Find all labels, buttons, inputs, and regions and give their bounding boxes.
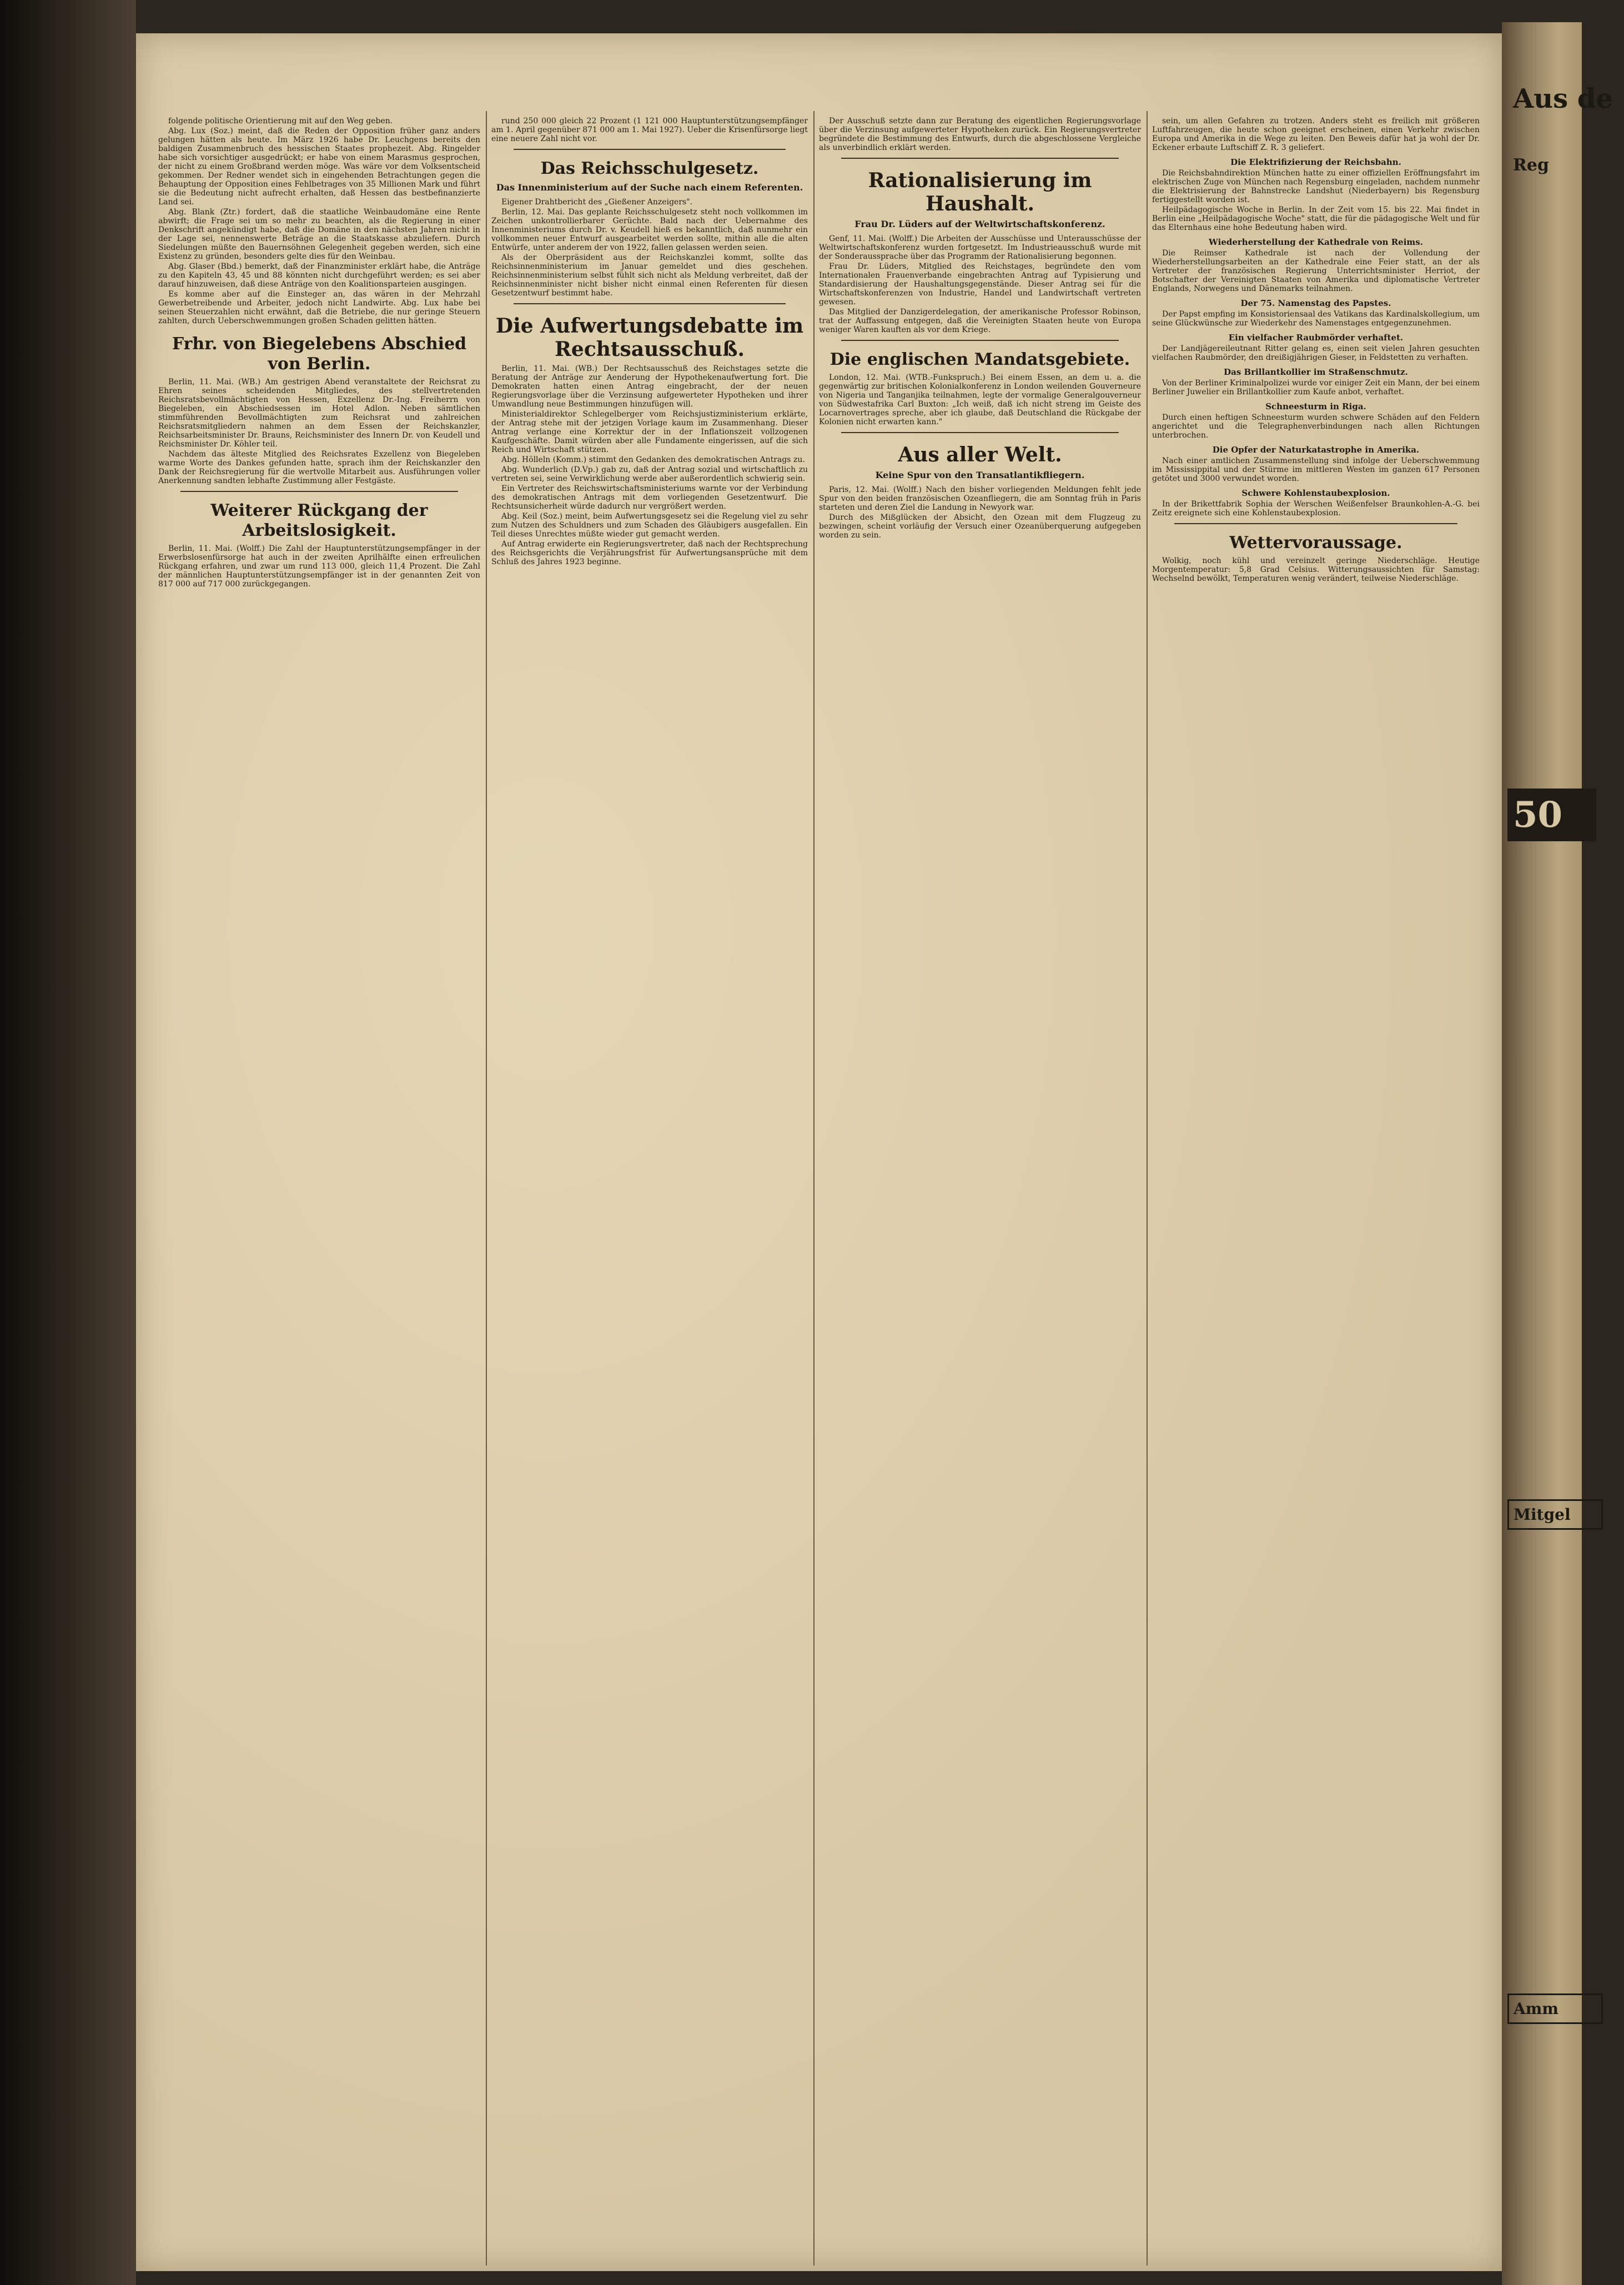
paragraph: Durch des Mißglücken der Absicht, den Ozean mit dem Flugzeug zu bezwingen, scheint vorläufig der Versuch einer Ozeanüberquerung aufgegeben worden zu sein.: [819, 513, 1141, 540]
paragraph: Genf, 11. Mai. (Wolff.) Die Arbeiten der Ausschüsse und Unterausschüsse der Weltwirtschaftskonferenz wurden fortgesetzt. Im Industrieausschuß wurde mit der Sonderaussprache über das Programm der Rationalisierung begonnen.: [819, 234, 1141, 261]
adjacent-box: [1507, 1499, 1603, 1530]
paragraph: folgende politische Orientierung mit auf den Weg geben.: [168, 117, 393, 125]
paragraph: London, 12. Mai. (WTB.-Funkspruch.) Bei einem Essen, an dem u. a. die gegenwärtig zur britischen Kolonialkonferenz in London weilenden Gouverneure von Nigeria und Tanganjika teilnahmen, legte der vormalige Generalgouverneur von Südwestafrika Carl Buxton: „Ich weiß, daß ich nicht streng im Geiste des Locarnovertrages spreche, aber ich glaube, daß Deutschland die Rückgabe der Kolonien nicht erwarten kann.": [819, 373, 1141, 426]
separator: [841, 340, 1119, 341]
paragraph: Nachdem das älteste Mitglied des Reichsrates Exzellenz von Biegeleben warme Worte des Dankes gefunden hatte, sprach ihm der Reichskanzler den Dank der Reichsregierung für die wertvolle Mitarbeit aus. Ausführungen voller Anerkennung sandten lebhafte Zustimmung aller Festgäste.: [158, 450, 480, 485]
separator: [841, 158, 1119, 159]
column-2: [491, 117, 808, 2260]
column-rule: [486, 111, 487, 2266]
headline-aufwertungsdebatte: Die Aufwertungsdebatte im Rechtsausschuß.: [495, 314, 804, 361]
separator: [1174, 523, 1457, 524]
headline-mandatsgebiete: Die englischen Mandatsgebiete.: [829, 350, 1130, 369]
headline-reichsschulgesetz: Das Reichsschulgesetz.: [540, 159, 759, 178]
paragraph: Die Reimser Kathedrale ist nach der Vollendung der Wiederherstellungsarbeiten an der Kathedrale eine Feier statt, an der als Vertreter der französischen Regierung Unterrichtsminister Herriot, der Botschafter der Vereinigten Staaten von Amerika und diplomatische Vertreter Englands, Norwegens und Dänemarks teilnahmen.: [1152, 249, 1480, 293]
separator: [841, 432, 1119, 433]
paragraph: Ministerialdirektor Schlegelberger vom Reichsjustizministerium erklärte, der Antrag stehe mit der jetzigen Vorlage kaum im Zusammenhang. Dieser Antrag verlange eine Korrektur der in der Inflationszeit vollzogenen Kaufgeschäfte. Damit würden aber alle Fundamente eingerissen, auf die sich Reich und Wirtschaft stützen.: [491, 410, 808, 454]
paragraph: Eigener Drahtbericht des „Gießener Anzeigers".: [501, 198, 693, 207]
paragraph: Abg. Blank (Ztr.) fordert, daß die staatliche Weinbaudomäne eine Rente abwirft; die Frage sei um so mehr zu beachten, als die Regierung in einer Denkschrift angekündigt habe, daß die Domäne in den nächsten Jahren nicht in der Lage sei, nennenswerte Beträge an die Staatskasse abzuliefern. Durch Siedelungen müßte den Bauernsöhnen Gelegenheit gegeben werden, sich eine Existenz zu gründen, besonders gelte dies für den Weinbau.: [158, 208, 480, 261]
column-4: [1152, 117, 1480, 2260]
section-heading: Die Opfer der Naturkatastrophe in Amerika.: [1212, 445, 1420, 455]
headline-wettervoraussage: Wettervoraussage.: [1229, 533, 1402, 553]
book-binding-left: [0, 0, 136, 2285]
paragraph: Berlin, 11. Mai. (WB.) Der Rechtsausschuß des Reichstages setzte die Beratung der Anträge zur Aenderung der Hypothekenaufwertung fort. Die Demokraten hatten einen Antrag eingebracht, der der neuen Regierungsvorlage über die Verzinsung aufgewerteter Hypotheken und ihrer Umwandlung neue Bestimmungen hinzufügen will.: [491, 364, 808, 409]
paragraph: Abg. Wunderlich (D.Vp.) gab zu, daß der Antrag sozial und wirtschaftlich zu vertreten sei, seine Verwirklichung werde aber außerordentlich schwierig sein.: [491, 465, 808, 483]
adjacent-box-text: Amm: [1514, 2000, 1558, 2018]
adjacent-page-subtitle: Reg: [1513, 155, 1549, 175]
adjacent-box: [1507, 1993, 1603, 2024]
paragraph: Ein Vertreter des Reichswirtschaftsministeriums warnte vor der Verbindung des demokratischen Antrags mit dem vorliegenden Gesetzentwurf. Die Rechtsunsicherheit würde dadurch nur vergrößert werden.: [491, 484, 808, 511]
paragraph: Der Landjägereileutnant Ritter gelang es, einen seit vielen Jahren gesuchten vielfachen Raubmörder, den dreißigjährigen Gieser, in Feldstetten zu verhaften.: [1152, 344, 1480, 362]
paragraph: Abg. Keil (Soz.) meint, beim Aufwertungsgesetz sei die Regelung viel zu sehr zum Nutzen des Schuldners und zum Schaden des Gläubigers ausgefallen. Ein Teil dieses Unrechtes müßte wieder gut gemacht werden.: [491, 512, 808, 539]
paragraph: Das Mitglied der Danzigerdelegation, der amerikanische Professor Robinson, trat der Auffassung entgegen, daß die Vereinigten Staaten heute von Europa weniger Waren kauften als vor dem Kriege.: [819, 308, 1141, 334]
column-rule: [813, 111, 814, 2266]
paragraph: Abg. Glaser (Bbd.) bemerkt, daß der Finanzminister erklärt habe, die Anträge zu den Kapiteln 43, 45 und 88 könnten nicht durchgeführt werden; es sei aber darauf hinzuweisen, daß diese Anträge von den Koalitionsparteien ausgingen.: [158, 262, 480, 289]
section-heading: Schneesturm in Riga.: [1265, 401, 1366, 411]
subheadline: Das Innenministerium auf der Suche nach einem Referenten.: [496, 182, 803, 193]
headline-biegeleben: Frhr. von Biegelebens Abschied von Berlin.: [172, 334, 467, 374]
paragraph: In der Brikettfabrik Sophia der Werschen Weißenfelser Braunkohlen-A.-G. bei Zeitz ereignete sich eine Kohlenstaubexplosion.: [1152, 500, 1480, 518]
paragraph: Berlin, 12. Mai. Das geplante Reichsschulgesetz steht noch vollkommen im Zeichen unkontrollierbarer Gerüchte. Bald nach der Uebernahme des Innenministeriums durch Dr. v. Keudell hieß es bekanntlich, daß nunmehr ein vollkommen neuer Entwurf ausgearbeitet werden sollte, mithin alle die alten Entwürfe, unter anderem der von 1922, fallen gelassen werden seien.: [491, 208, 808, 252]
headline-arbeitslosigkeit: Weiterer Rückgang der Arbeitslosigkeit.: [210, 501, 428, 540]
adjacent-page-edge: [1502, 22, 1613, 2285]
column-rule: [1147, 111, 1148, 2266]
separator: [180, 491, 458, 492]
paragraph: Berlin, 11. Mai. (WB.) Am gestrigen Abend veranstaltete der Reichsrat zu Ehren seines scheidenden Mitgliedes, des stellvertretenden Reichsratsbevollmächtigten von Hessen, Exzellenz Dr.-Ing. Freiherrn von Biegeleben, ein Abschiedsessen im Hotel Adlon. Neben sämtlichen stimmführenden Bevollmächtigten zum Reichsrat und zahlreichen Reichsratsmitgliedern nahmen an dem Essen der Reichskanzler, Reichsarbeitsminister Dr. Brauns, Reichsminister des Innern Dr. von Keudell und Reichsminister Dr. Köhler teil.: [158, 378, 480, 449]
paragraph: Abg. Hölleln (Komm.) stimmt den Gedanken des demokratischen Antrags zu.: [501, 455, 805, 464]
section-heading: Der 75. Namenstag des Papstes.: [1240, 298, 1391, 308]
paragraph: Die Reichsbahndirektion München hatte zu einer offiziellen Eröffnungsfahrt im elektrischen Zuge von München nach Regensburg eingeladen, nachdem nunmehr die Elektrisierung der Bahnstrecke Landshut (Niederbayern) bis Regensburg fertiggestellt worden ist.: [1152, 169, 1480, 204]
headline-aus-aller-welt: Aus aller Welt.: [898, 443, 1062, 466]
paragraph: rund 250 000 gleich 22 Prozent (1 121 000 Hauptunterstützungsempfänger am 1. April gegenüber 871 000 am 1. Mai 1927). Ueber die Krisenfürsorge liegt eine neuere Zahl nicht vor.: [491, 117, 808, 143]
section-heading: Wiederherstellung der Kathedrale von Reims.: [1209, 237, 1423, 247]
paragraph: Es komme aber auf die Einsteger an, das wären in der Mehrzahl Gewerbetreibende und Arbeiter, jedoch nicht Landwirte. Abg. Lux habe bei seinen Steuerzahlen nicht erwähnt, daß die Betriebe, die nur geringe Steuern zahlten, durch Ueberschwemmungen großen Schaden gelitten hätten.: [158, 290, 480, 325]
paragraph: sein, um allen Gefahren zu trotzen. Anders steht es freilich mit größeren Luftfahrzeugen, die heute schon geeignet erscheinen, einen Verkehr zwischen Europa und Amerika in die Wege zu leiten. Den Beweis dafür hat ja wohl der Dr. Eckener erbaute Luftschiff Z. R. 3 geliefert.: [1152, 117, 1480, 152]
headline-rationalisierung: Rationalisierung im Haushalt.: [868, 169, 1092, 215]
adjacent-ad-block: [1507, 789, 1596, 841]
paragraph: Berlin, 11. Mai. (Wolff.) Die Zahl der Hauptunterstützungsempfänger in der Erwerbslosenfürsorge hat auch in der zweiten Aprilhälfte einen erfreulichen Rückgang erfahren, und zwar um rund 113 000, gleich 11,4 Prozent. Die Zahl der männlichen Hauptunterstützungsempfänger ist in der genannten Zeit von 817 000 auf 717 000 zurückgegangen.: [158, 544, 480, 589]
column-1: [158, 117, 480, 2260]
paragraph: Paris, 12. Mai. (Wolff.) Nach den bisher vorliegenden Meldungen fehlt jede Spur von den beiden französischen Ozeanfliegern, die am Sonntag früh in Paris starteten und deren Ziel die Landung in Newyork war.: [819, 485, 1141, 512]
section-heading: Schwere Kohlenstaubexplosion.: [1241, 488, 1390, 498]
subheadline: Frau Dr. Lüders auf der Weltwirtschaftskonferenz.: [854, 219, 1105, 229]
separator: [514, 303, 786, 304]
paragraph: Von der Berliner Kriminalpolizei wurde vor einiger Zeit ein Mann, der bei einem Berliner Juwelier ein Brillantkollier zum Kaufe anbot, verhaftet.: [1152, 379, 1480, 396]
paragraph: Heilpädagogische Woche in Berlin. In der Zeit vom 15. bis 22. Mai findet in Berlin eine „Heilpädagogische Woche" statt, die für die pädagogische Welt und für das Elternhaus eine hohe Bedeutung haben wird.: [1152, 205, 1480, 232]
paragraph: Der Ausschuß setzte dann zur Beratung des eigentlichen Regierungsvorlage über die Verzinsung aufgewerteter Hypotheken zurück. Ein Regierungsvertreter begründete die Bestimmung des Entwurfs, durch die abgeschlossene Vergleiche als unverbindlich erklärt werden.: [819, 117, 1141, 152]
paragraph: Nach einer amtlichen Zusammenstellung sind infolge der Ueberschwemmung im Mississippital und der Stürme im mittleren Westen im ganzen 617 Personen getötet und 3000 verwundet worden.: [1152, 456, 1480, 483]
paragraph: Wolkig, noch kühl und vereinzelt geringe Niederschläge. Heutige Morgentemperatur: 5,8 Grad Celsius. Witterungsaussichten für Samstag: Wechselnd bewölkt, Temperaturen wenig verändert, teilweise Niederschläge.: [1152, 556, 1480, 583]
adjacent-page-title: Aus de: [1513, 83, 1613, 114]
paragraph: Frau Dr. Lüders, Mitglied des Reichstages, begründete den vom Internationalen Frauenverbande eingebrachten Antrag auf Typisierung und Standardisierung der Haushaltungsgegenstände. Dieser Antrag sei für die Wirtschaftskonferenzen von Industrie, Handel und Landwirtschaft vertreten gewesen.: [819, 262, 1141, 307]
newspaper-page: [136, 33, 1502, 2271]
paragraph: Abg. Lux (Soz.) meint, daß die Reden der Opposition früher ganz anders gelungen hätten als heute. Im März 1926 habe Dr. Leuchgens bereits den baldigen Zusammenbruch des hessischen Staates prophezeit. Abg. Ringelder habe sich vorsichtiger ausgedrückt; er habe von einem Marasmus gesprochen, der nicht zu einem Großbrand werden möge. Was wäre vor dem Volksentscheid gekommen. Der Redner wendet sich in eingehenden Betrachtungen gegen die Behauptung der Opposition eines Fehlbetrages von 35 Millionen Mark und führt sie die Bedeutung nicht aufrecht erhalten, daß Hessen das bestbefinanzierte Land sei.: [158, 127, 480, 207]
paragraph: Der Papst empfing im Konsistoriensaal des Vatikans das Kardinalskollegium, um seine Glückwünsche zur Wiederkehr des Namenstages entgegenzunehmen.: [1152, 310, 1480, 328]
section-heading: Das Brillantkollier im Straßenschmutz.: [1224, 367, 1408, 377]
separator: [514, 149, 786, 150]
col1-intro: [158, 117, 480, 325]
paragraph: Als der Oberpräsident aus der Reichskanzlei kommt, sollte das Reichsinnenministerium im Januar gemeldet und dies geschehen. Reichsinnenministerium selbst fühlt sich nicht als Meldung verbreitet, daß der Reichsinnenminister nicht bisher nicht einmal einen Referenten für diesen Gesetzentwurf bestimmt habe.: [491, 253, 808, 298]
section-heading: Ein vielfacher Raubmörder verhaftet.: [1228, 333, 1404, 343]
section-heading: Die Elektrifizierung der Reichsbahn.: [1230, 157, 1401, 167]
paragraph: Auf Antrag erwiderte ein Regierungsvertreter, daß nach der Rechtsprechung des Reichsgerichts die Verjährungsfrist für Aufwertungsansprüche mit dem Schluß des Jahres 1923 beginne.: [491, 540, 808, 566]
subheadline: Keine Spur von den Transatlantikfliegern.: [875, 470, 1085, 480]
adjacent-ad-text: 50: [1513, 794, 1563, 836]
paragraph: Durch einen heftigen Schneesturm wurden schwere Schäden auf den Feldern angerichtet und die Telegraphenverbindungen nach allen Richtungen unterbrochen.: [1152, 413, 1480, 440]
adjacent-box-text: Mitgel: [1514, 1505, 1571, 1524]
column-3: [819, 117, 1141, 2260]
